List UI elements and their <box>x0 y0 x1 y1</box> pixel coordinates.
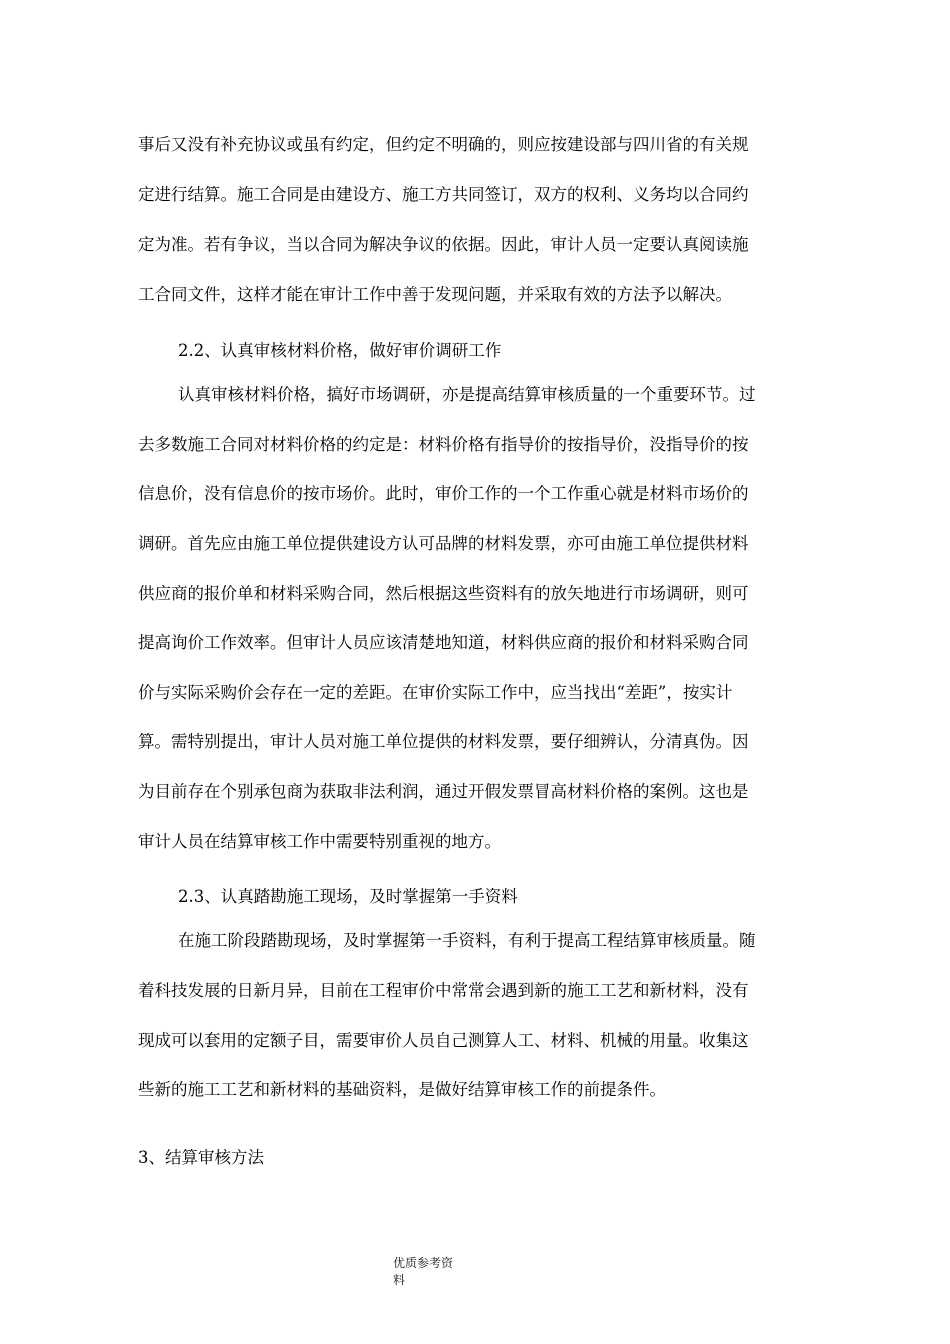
body-text-line: 提高询价工作效率。但审计人员应该清楚地知道，材料供应商的报价和材料采购合同 <box>138 633 749 652</box>
body-text-line: 些新的施工工艺和新材料的基础资料，是做好结算审核工作的前提条件。 <box>138 1080 666 1099</box>
body-text-line: 信息价，没有信息价的按市场价。此时，审价工作的一个工作重心就是材料市场价的 <box>138 484 749 503</box>
body-text-line: 定为准。若有争议，当以合同为解决争议的依据。因此，审计人员一定要认真阅读施 <box>138 235 749 254</box>
footer-text-line2: 料 <box>393 1273 406 1287</box>
body-text-line: 调研。首先应由施工单位提供建设方认可品牌的材料发票，亦可由施工单位提供材料 <box>138 534 749 553</box>
footer-text-line1: 优质参考资 <box>393 1256 454 1270</box>
body-text-line: 去多数施工合同对材料价格的约定是：材料价格有指导价的按指导价，没指导价的按 <box>138 435 749 454</box>
body-text-line: 为目前存在个别承包商为获取非法利润，通过开假发票冒高材料价格的案例。这也是 <box>138 782 749 801</box>
body-text-line: 供应商的报价单和材料采购合同，然后根据这些资料有的放矢地进行市场调研，则可 <box>138 584 749 603</box>
body-text-line: 工合同文件，这样才能在审计工作中善于发现问题，并采取有效的方法予以解决。 <box>138 285 732 304</box>
body-text-line: 着科技发展的日新月异，目前在工程审价中常常会遇到新的施工工艺和新材料，没有 <box>138 981 749 1000</box>
body-text-line: 现成可以套用的定额子目，需要审价人员自己测算人工、材料、机械的用量。收集这 <box>138 1031 749 1050</box>
section-heading-2-2: 2.2、认真审核材料价格，做好审价调研工作 <box>178 341 502 360</box>
body-text-line: 定进行结算。施工合同是由建设方、施工方共同签订，双方的权利、义务均以合同约 <box>138 185 749 204</box>
body-text-line: 事后又没有补充协议或虽有约定，但约定不明确的，则应按建设部与四川省的有关规 <box>138 135 749 154</box>
paragraph-first-line: 在施工阶段踏勘现场，及时掌握第一手资料，有利于提高工程结算审核质量。随 <box>178 931 756 950</box>
body-text-line: 算。需特别提出，审计人员对施工单位提供的材料发票，要仔细辨认，分清真伪。因 <box>138 732 749 751</box>
section-heading-2-3: 2.3、认真踏勘施工现场，及时掌握第一手资料 <box>178 887 518 906</box>
paragraph-first-line: 认真审核材料价格，搞好市场调研，亦是提高结算审核质量的一个重要环节。过 <box>178 385 756 404</box>
body-text-line: 审计人员在结算审核工作中需要特别重视的地方。 <box>138 832 501 851</box>
section-heading-3: 3、结算审核方法 <box>138 1148 264 1167</box>
body-text-line: 价与实际采购价会存在一定的差距。在审价实际工作中，应当找出“差距”，按实计 <box>138 683 733 702</box>
